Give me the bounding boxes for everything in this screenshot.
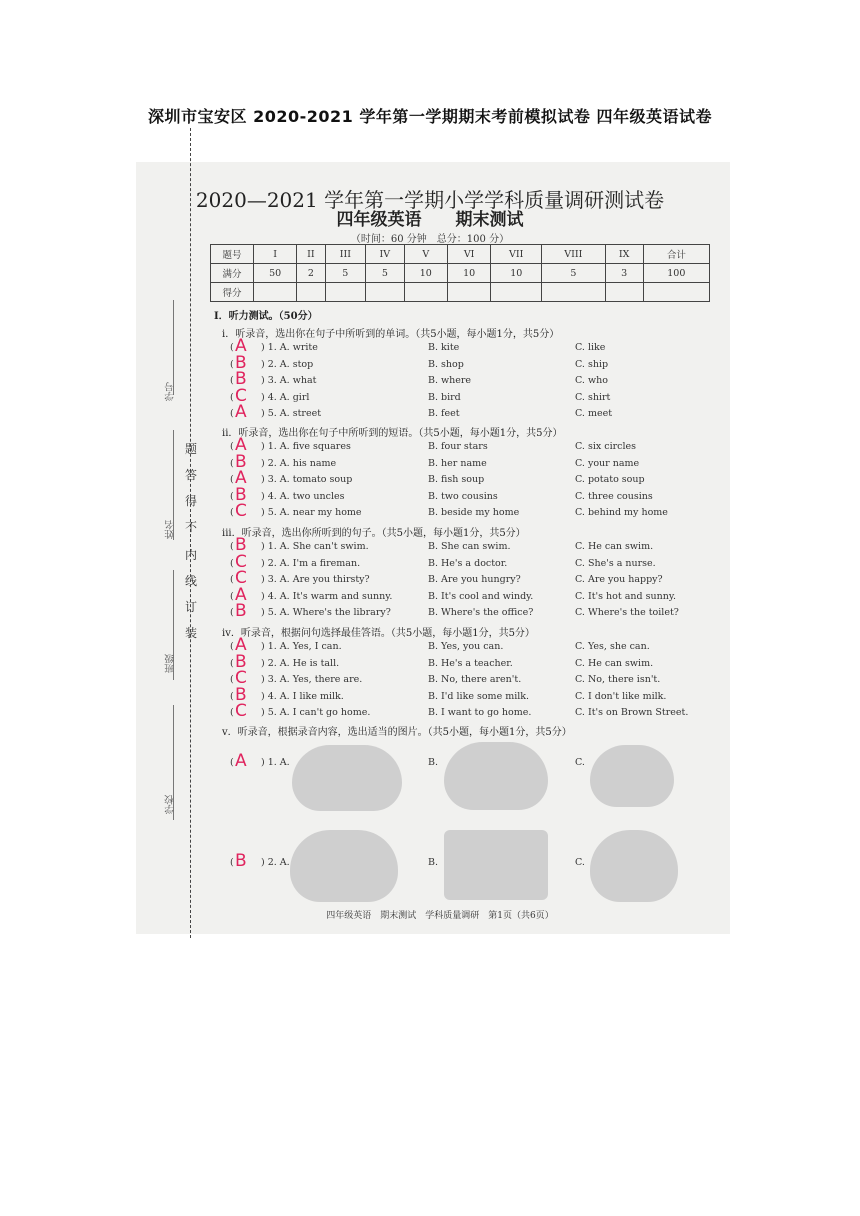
score-table (210, 244, 710, 302)
handwritten-answer[interactable]: B (235, 352, 247, 373)
option-c: C. I don't like milk. (575, 690, 667, 702)
table-cell: 10 (404, 264, 447, 283)
option-a: ) 5. A. street (261, 408, 322, 419)
option-c: C. behind my home (575, 507, 668, 518)
table-header: III (325, 245, 366, 264)
option-a: ) 5. A. Where's the library? (261, 607, 391, 618)
option-b: B. two cousins (428, 490, 498, 502)
score-cell[interactable] (491, 283, 542, 302)
handwritten-answer[interactable]: A (235, 336, 247, 356)
option-b: B. I want to go home. (428, 707, 532, 718)
binding-char: 题 (185, 442, 198, 456)
option-b: B. Are you hungry? (428, 574, 521, 585)
answer-paren: ( (230, 474, 234, 485)
table-cell: 10 (447, 264, 490, 283)
option-c: C. your name (575, 457, 640, 469)
picture-nurse[interactable] (290, 830, 398, 902)
binding-char: 内 (185, 548, 198, 562)
handwritten-answer[interactable]: B (235, 535, 247, 555)
option-c: C. Yes, she can. (575, 641, 650, 652)
table-row (211, 283, 710, 302)
answer-paren: ( (230, 607, 234, 618)
answer-paren: ( (230, 574, 234, 585)
handwritten-answer[interactable]: A (235, 435, 247, 455)
binding-char: 订 (185, 600, 198, 614)
handwritten-answer[interactable]: A (235, 584, 247, 605)
option-a: ) 4. A. I like milk. (261, 690, 344, 702)
score-cell[interactable] (325, 283, 366, 302)
table-cell: 2 (297, 264, 325, 283)
score-cell[interactable] (254, 283, 297, 302)
option-c: C. Are you happy? (575, 574, 663, 585)
option-b: B. He's a teacher. (428, 657, 513, 669)
handwritten-answer[interactable]: A (235, 402, 247, 422)
option-c: C. six circles (575, 441, 637, 452)
option-b: B. shop (428, 358, 464, 370)
option-c: C. It's on Brown Street. (575, 707, 689, 718)
handwritten-answer[interactable]: B (235, 369, 247, 389)
binding-char: 不 (185, 520, 198, 534)
picture-boy-drawing[interactable] (292, 745, 402, 811)
student-id-label: 学号 (165, 382, 176, 401)
exam-subtitle: 四年级英语 期末测试 (336, 210, 524, 230)
score-cell[interactable] (447, 283, 490, 302)
handwritten-answer[interactable]: C (235, 385, 247, 406)
option-a: ) 1. A. (261, 757, 290, 768)
answer-paren: ( (230, 391, 234, 403)
handwritten-answer[interactable]: C (235, 501, 247, 521)
score-cell[interactable] (605, 283, 643, 302)
option-b: B. kite (428, 342, 460, 353)
option-c: C. Where's the toilet? (575, 607, 679, 618)
option-c: C. like (575, 342, 606, 353)
option-b: B. He's a doctor. (428, 557, 508, 569)
option-b: B. beside my home (428, 507, 520, 518)
option-a: ) 3. A. Yes, there are. (261, 674, 363, 685)
binding-char: 得 (185, 494, 198, 508)
option-a: ) 1. A. write (261, 342, 318, 353)
option-a: ) 3. A. Are you thirsty? (261, 574, 370, 585)
answer-paren: ( (230, 408, 234, 419)
option-a: ) 1. A. She can't swim. (261, 541, 369, 552)
handwritten-answer[interactable]: A (235, 751, 247, 771)
handwritten-answer[interactable]: C (235, 551, 247, 572)
picture-boy-jumping[interactable] (444, 742, 548, 810)
table-row-label: 题号 (211, 245, 254, 264)
table-header: VIII (542, 245, 605, 264)
option-c: C. three cousins (575, 490, 653, 502)
answer-paren: ( (230, 657, 234, 669)
option-c: C. She's a nurse. (575, 557, 656, 569)
option-a: ) 2. A. I'm a fireman. (261, 557, 361, 569)
part-title: ii．听录音，选出你在句子中所听到的短语。（共5小题，每小题1分，共5分） (222, 428, 563, 439)
handwritten-answer[interactable]: B (235, 684, 247, 705)
answer-paren: ( (230, 590, 234, 602)
option-c: C. who (575, 375, 608, 386)
option-b: B. I'd like some milk. (428, 690, 530, 702)
option-a: ) 3. A. what (261, 375, 317, 386)
answer-paren: ( (230, 342, 234, 353)
option-b: B. (428, 757, 439, 768)
handwritten-answer[interactable]: B (235, 451, 247, 472)
table-cell: 10 (491, 264, 542, 283)
option-a: ) 1. A. five squares (261, 441, 351, 452)
table-row (211, 245, 710, 264)
option-c: C. He can swim. (575, 541, 654, 552)
table-cell: 5 (325, 264, 366, 283)
handwritten-answer[interactable]: A (235, 468, 247, 488)
picture-bus-driver[interactable] (444, 830, 548, 900)
option-c: C. ship (575, 358, 609, 370)
table-cell: 100 (643, 264, 709, 283)
option-a: ) 2. A. his name (261, 457, 337, 469)
document-title: 深圳市宝安区 2020-2021 学年第一学期期末考前模拟试卷 四年级英语试卷 (148, 107, 712, 126)
answer-paren: ( (230, 457, 234, 469)
table-header: VI (447, 245, 490, 264)
table-cell: 5 (542, 264, 605, 283)
option-a: ) 4. A. girl (261, 391, 310, 403)
option-a: ) 1. A. Yes, I can. (261, 641, 342, 652)
table-header: IX (605, 245, 643, 264)
answer-paren: ( (230, 490, 234, 502)
answer-paren: ( (230, 707, 234, 718)
handwritten-answer[interactable]: B (235, 484, 247, 505)
binding-char: 线 (185, 574, 198, 588)
answer-paren: ( (230, 441, 234, 452)
score-cell[interactable] (404, 283, 447, 302)
option-c: C. It's hot and sunny. (575, 590, 676, 602)
part-title: i．听录音，选出你在句子中所听到的单词。（共5小题，每小题1分，共5分） (222, 329, 560, 340)
answer-paren: ( (230, 541, 234, 552)
table-header: V (404, 245, 447, 264)
answer-paren: ( (230, 507, 234, 518)
binding-char: 答 (185, 468, 198, 482)
table-header: II (297, 245, 325, 264)
option-c: C. (575, 757, 585, 768)
answer-paren: ( (230, 358, 234, 370)
option-c: C. potato soup (575, 474, 645, 485)
picture-woman-cooking[interactable] (590, 830, 678, 902)
part-title: iii．听录音，选出你所听到的句子。（共5小题，每小题1分，共5分） (222, 528, 526, 539)
answer-paren: ( (230, 857, 234, 868)
option-b: B. (428, 857, 439, 868)
binding-char: 装 (185, 626, 198, 640)
option-c: C. meet (575, 408, 613, 419)
option-b: B. Yes, you can. (428, 641, 504, 652)
option-a: ) 5. A. near my home (261, 507, 362, 518)
handwritten-answer[interactable]: C (235, 668, 247, 688)
table-header: VII (491, 245, 542, 264)
option-b: B. It's cool and windy. (428, 590, 534, 602)
option-b: B. No, there aren't. (428, 674, 522, 685)
student-id-line (173, 300, 174, 395)
answer-paren: ( (230, 375, 234, 386)
picture-girl-sliding[interactable] (590, 745, 674, 807)
option-a: ) 2. A. (261, 857, 290, 868)
handwritten-answer[interactable]: C (235, 701, 247, 721)
handwritten-answer[interactable]: C (235, 568, 247, 588)
part-title: v．听录音，根据录音内容，选出适当的图片。（共5小题，每小题1分，共5分） (222, 727, 572, 738)
option-b: B. bird (428, 391, 461, 403)
option-b: B. four stars (428, 441, 488, 452)
exam-title: 2020—2021 学年第一学期小学学科质量调研测试卷 (195, 188, 665, 212)
handwritten-answer[interactable]: B (235, 651, 247, 672)
option-b: B. feet (428, 408, 460, 419)
exam-time: （时间：60 分钟 总分：100 分） (350, 234, 510, 245)
school-label: 学校 (165, 795, 176, 814)
answer-paren: ( (230, 674, 234, 685)
class-label: 班级 (165, 654, 176, 673)
option-c: C. shirt (575, 391, 611, 403)
option-a: ) 2. A. He is tall. (261, 657, 340, 669)
table-cell: 5 (366, 264, 404, 283)
option-a: ) 3. A. tomato soup (261, 474, 353, 485)
section-title: I．听力测试。（50分） (214, 311, 318, 322)
answer-paren: ( (230, 757, 234, 768)
option-b: B. She can swim. (428, 541, 511, 552)
option-c: C. (575, 857, 585, 868)
table-cell: 50 (254, 264, 297, 283)
table-row-label: 得分 (211, 283, 254, 302)
option-b: B. Where's the office? (428, 607, 534, 618)
answer-paren: ( (230, 557, 234, 569)
option-b: B. her name (428, 457, 487, 469)
table-header: 合计 (643, 245, 709, 264)
option-c: C. No, there isn't. (575, 674, 661, 685)
page-footer: 四年级英语 期末测试 学科质量调研 第1页（共6页） (326, 911, 554, 921)
score-cell[interactable] (297, 283, 325, 302)
score-cell[interactable] (542, 283, 605, 302)
score-cell[interactable] (643, 283, 709, 302)
option-a: ) 2. A. stop (261, 358, 314, 370)
name-label: 姓名 (165, 520, 176, 539)
handwritten-answer[interactable]: B (235, 601, 247, 621)
table-header: IV (366, 245, 404, 264)
option-a: ) 4. A. two uncles (261, 490, 345, 502)
option-b: B. where (428, 375, 472, 386)
handwritten-answer[interactable]: A (235, 635, 247, 655)
option-a: ) 4. A. It's warm and sunny. (261, 590, 393, 602)
table-header: I (254, 245, 297, 264)
answer-paren: ( (230, 641, 234, 652)
score-cell[interactable] (366, 283, 404, 302)
part-title: iv．听录音，根据问句选择最佳答语。（共5小题，每小题1分，共5分） (222, 628, 535, 639)
option-c: C. He can swim. (575, 657, 654, 669)
option-a: ) 5. A. I can't go home. (261, 707, 371, 718)
table-row-label: 满分 (211, 264, 254, 283)
option-b: B. fish soup (428, 474, 485, 485)
handwritten-answer[interactable]: B (235, 851, 247, 871)
table-cell: 3 (605, 264, 643, 283)
answer-paren: ( (230, 690, 234, 702)
table-row (211, 264, 710, 283)
